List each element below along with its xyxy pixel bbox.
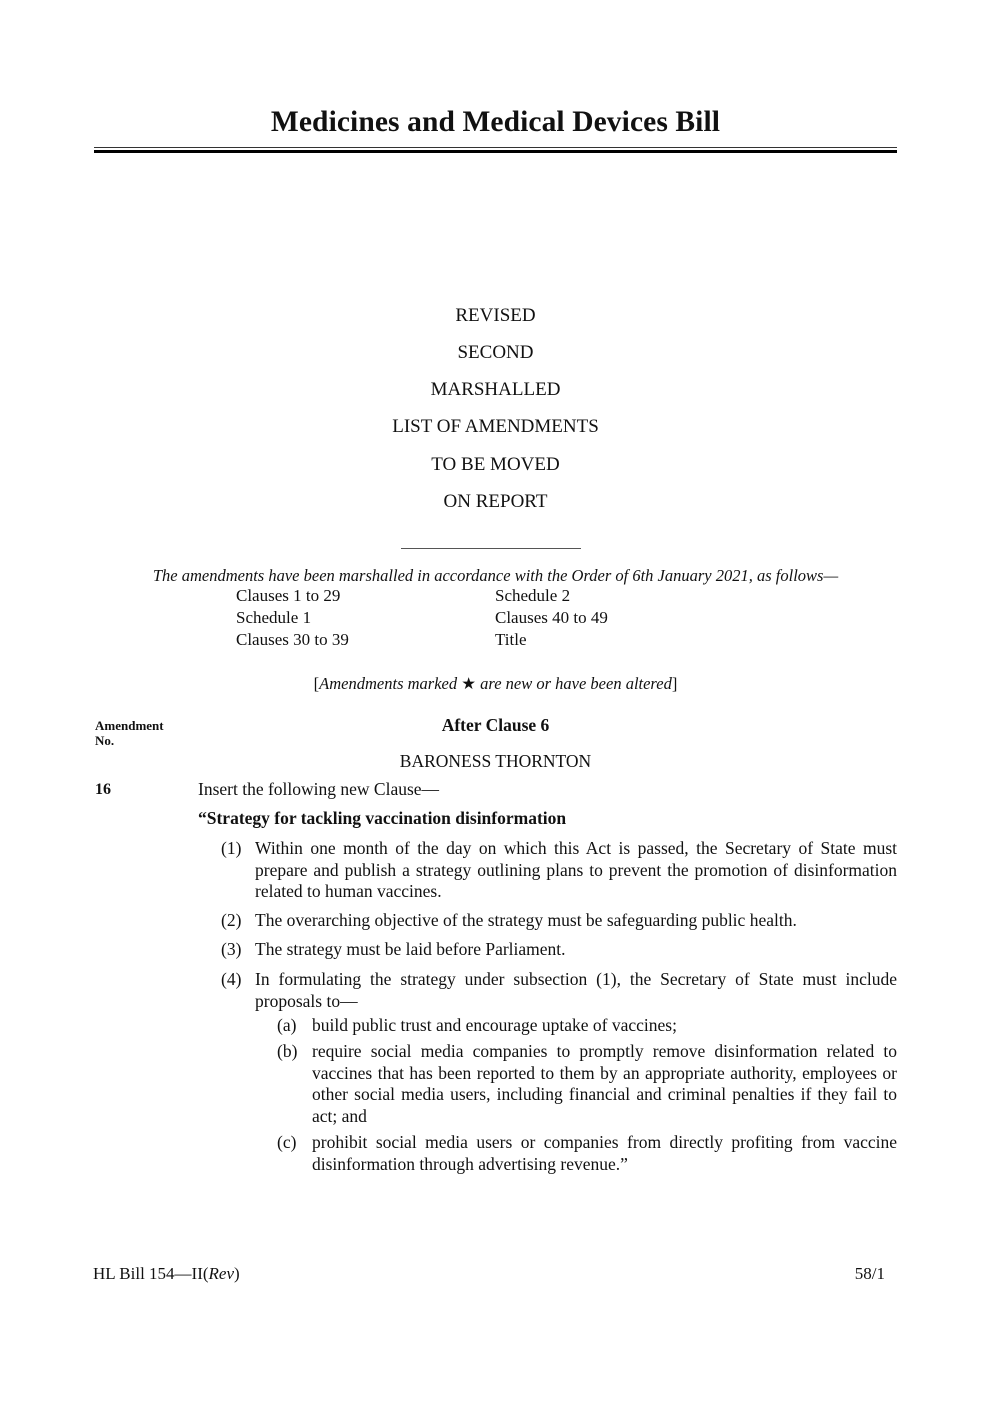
heading-separator-rule (401, 548, 581, 549)
page-reference: 58/1 (854, 1264, 885, 1283)
paragraph-text-a: build public trust and encourage uptake of vaccines; (312, 1015, 677, 1035)
bill-reference (93, 1264, 240, 1284)
amendment-instruction: Insert the following new Clause— (198, 779, 440, 799)
section-heading: After Clause 6 (441, 715, 550, 735)
amendment-mover: BARONESS THORNTON (399, 751, 592, 771)
subsection-text-2: The overarching objective of the strategy must be safeguarding public health. (255, 910, 797, 930)
note-text-before: Amendments marked (319, 674, 462, 693)
marshalling-intro: The amendments have been marshalled in accordance with the Order of 6th January 2021, as follows— (152, 566, 839, 585)
marshal-item-left-3: Clauses 30 to 39 (236, 630, 349, 649)
title-rule-thin (94, 147, 897, 148)
label-line-2: No. (95, 733, 115, 748)
new-clause-title: “Strategy for tackling vaccination disinformation (198, 808, 567, 828)
marshal-item-right-2: Clauses 40 to 49 (495, 608, 608, 627)
subsection-number-3: (3) (221, 939, 242, 959)
subsection-text-1: Within one month of the day on which this Act is passed, the Secretary of State must prepare and publish a strategy outlining plans to prevent the promotion of disinformation related to human vaccines. (255, 838, 897, 901)
heading-line-4: LIST OF AMENDMENTS (392, 416, 599, 437)
subsection-text-3: The strategy must be laid before Parliament. (255, 939, 566, 959)
heading-line-6: ON REPORT (443, 491, 548, 512)
marshal-item-left-1: Clauses 1 to 29 (236, 586, 341, 605)
marshal-item-left-2: Schedule 1 (236, 608, 312, 627)
subsection-number-2: (2) (221, 910, 242, 930)
label-line-1: Amendment (95, 718, 164, 733)
bracket-close: ] (671, 674, 678, 693)
note-text-after: are new or have been altered (476, 674, 672, 693)
title-rule-thick (94, 150, 897, 153)
paragraph-text-b: require social media companies to promptly remove disinformation related to vaccines that has been reported to them by an appropriate authority, employees or other social media users, including financial and criminal penalties if they fail to act; and (312, 1041, 897, 1126)
heading-line-3: MARSHALLED (430, 379, 561, 400)
paragraph-letter-c: (c) (277, 1132, 297, 1152)
marshal-item-right-1: Schedule 2 (495, 586, 571, 605)
amendment-number: 16 (95, 781, 111, 798)
bracket-open: [ (313, 674, 320, 693)
document-title: Medicines and Medical Devices Bill (270, 106, 721, 138)
subsection-number-1: (1) (221, 838, 242, 858)
marshal-item-right-3: Title (495, 630, 527, 649)
star-icon: ★ (461, 674, 477, 693)
subsection-text-4: In formulating the strategy under subsection (1), the Secretary of State must include proposals to— (255, 969, 897, 1011)
paragraph-text-c: prohibit social media users or companies from directly profiting from vaccine disinformation through advertising revenue.” (312, 1132, 897, 1174)
heading-line-5: TO BE MOVED (431, 454, 560, 475)
subsection-number-4: (4) (221, 969, 242, 989)
paragraph-letter-b: (b) (277, 1041, 298, 1061)
heading-line-1: REVISED (455, 305, 536, 326)
amendment-marker-note (0, 674, 991, 694)
bill-ref-suffix: ) (234, 1264, 240, 1283)
heading-line-2: SECOND (457, 342, 534, 363)
paragraph-letter-a: (a) (277, 1015, 297, 1035)
bill-ref-prefix: HL Bill 154—II( (93, 1264, 209, 1283)
bill-ref-rev: Rev (208, 1264, 235, 1283)
